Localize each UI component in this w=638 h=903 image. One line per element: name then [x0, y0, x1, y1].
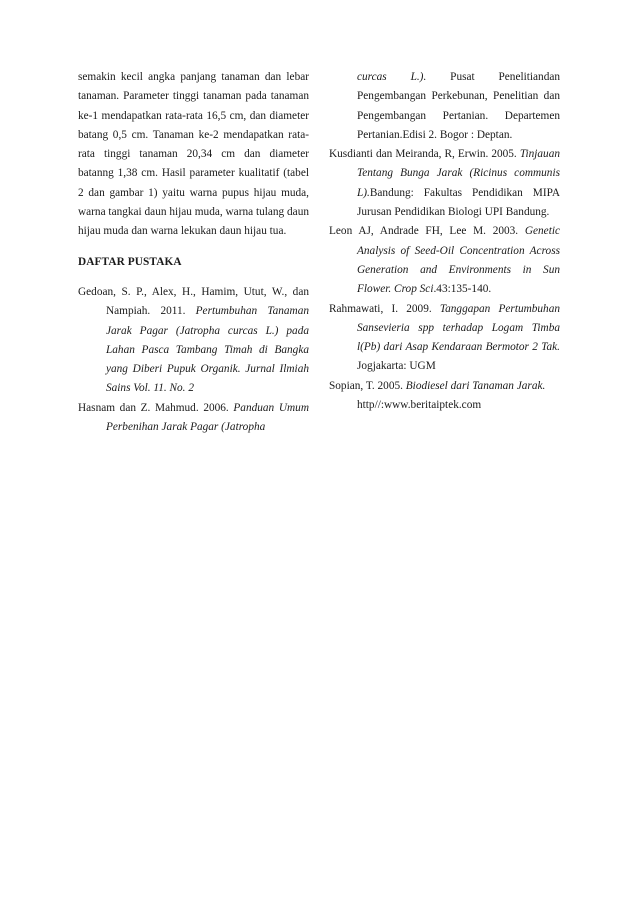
- reference-details: Bandung: Fakultas Pendidikan MIPA Jurusan Pendidikan Biologi UPI Bandung.: [357, 186, 560, 219]
- reference-authors: Leon AJ, Andrade FH, Lee M. 2003.: [329, 225, 525, 238]
- reference-title: Panduan Umum Perbenihan Jarak Pagar (Jatropha: [106, 401, 309, 434]
- reference-authors: Gedoan, S. P., Alex, H., Hamim, Utut, W., dan Nampiah. 2011.: [78, 285, 309, 318]
- reference-title: Tanggapan Pertumbuhan Sansevieria spp terhadap Logam Timba l(Pb) dari Asap Kendaraan Bermotor 2 Tak.: [357, 302, 561, 354]
- reference-authors: Kusdianti dan Meiranda, R, Erwin. 2005.: [329, 148, 520, 161]
- reference-continuation: [329, 68, 560, 145]
- right-column: [329, 68, 560, 415]
- reference-details: .43:135-140.: [433, 283, 492, 296]
- reference-authors: Hasnam dan Z. Mahmud. 2006.: [78, 401, 234, 414]
- reference-item: [329, 377, 560, 416]
- reference-item: [329, 300, 560, 377]
- references-heading: DAFTAR PUSTAKA: [78, 255, 182, 268]
- reference-item: [78, 399, 309, 438]
- reference-title: curcas L.).: [357, 71, 427, 83]
- reference-item: [78, 283, 309, 399]
- body-paragraph: semakin kecil angka panjang tanaman dan lebar tanaman. Parameter tinggi tanaman pada tanaman ke-1 mendapatkan rata-rata 16,5 cm, dan diameter batang 0,5 cm. Tanaman ke-2 mendapatkan rata-rata tinggi tanaman 20,34 cm dan diameter batanng 1,38 cm. Hasil parameter kualitatif (tabel 2 dan gambar 1) yaitu warna pupus hijau muda, warna tangkai daun hijau muda, warna tulang daun hijau muda dan warna lekukan daun hijau tua.: [78, 71, 309, 238]
- reference-title: Biodiesel dari Tanaman Jarak.: [405, 379, 546, 392]
- reference-title: Pertumbuhan Tanaman Jarak Pagar (Jatropha curcas L.) pada Lahan Pasca Tambang Timah di Bangka yang Diberi Pupuk Organik. Jurnal Ilmiah Sains Vol. 11. No. 2: [106, 305, 310, 395]
- reference-details: Pusat Penelitiandan Pengembangan Perkebunan, Penelitian dan Pengembangan Pertanian. Departemen Pertanian.Edisi 2. Bogor : Deptan.: [357, 71, 561, 141]
- reference-title: Tinjauan Tentang Bunga Jarak (Ricinus communis L).: [357, 148, 560, 199]
- reference-item: [329, 222, 560, 299]
- reference-details: Jogjakarta: UGM: [357, 360, 436, 373]
- left-column: [78, 68, 309, 437]
- reference-url: http//:www.beritaiptek.com: [357, 399, 482, 412]
- reference-item: [329, 145, 560, 222]
- reference-authors: Sopian, T. 2005.: [329, 379, 406, 392]
- reference-authors: Rahmawati, I. 2009.: [329, 302, 440, 315]
- reference-title: Genetic Analysis of Seed-Oil Concentration Across Generation and Environments in Sun Flower. Crop Sci: [357, 225, 560, 296]
